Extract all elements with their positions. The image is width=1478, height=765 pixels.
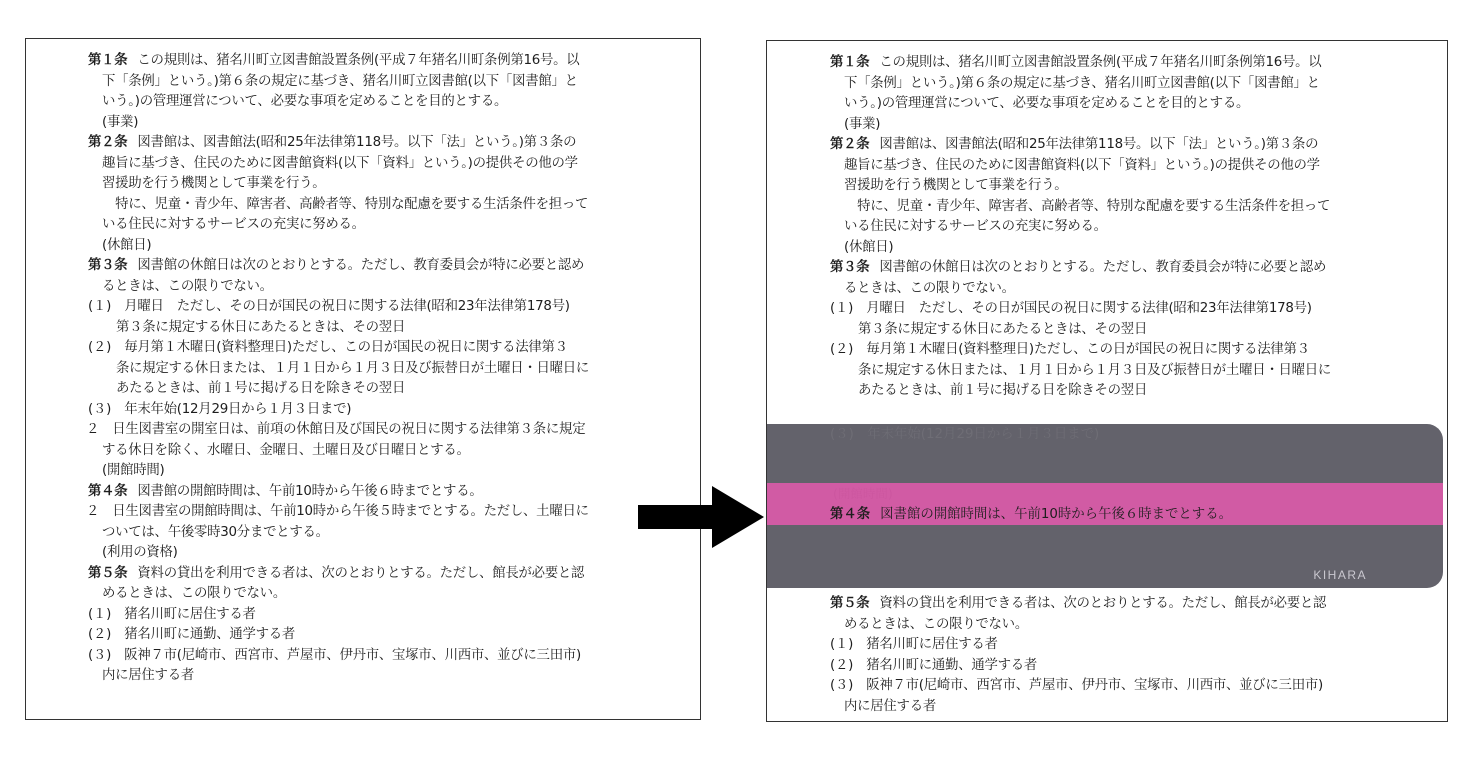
text-line — [88, 338, 688, 359]
text-line — [830, 594, 1430, 615]
article-number: 第１条 — [88, 53, 128, 68]
text-line — [88, 379, 688, 400]
text-line — [830, 94, 1430, 115]
article-number: 第４条 — [88, 483, 128, 499]
line-text: 習援助を行う機関として事業を行う。 — [844, 178, 1068, 193]
text-line — [88, 400, 688, 421]
line-text: (２) 毎月第１木曜日(資料整理日)ただし、この日が国民の祝日に関する法律第３ — [830, 342, 1310, 357]
text-line — [88, 297, 688, 318]
original-document-page — [25, 38, 701, 720]
line-text: この規則は、猪名川町立図書館設置条例(平成７年猪名川町条例第16号。以 — [137, 53, 580, 68]
line-text: 資料の貸出を利用できる者は、次のとおりとする。ただし、館長が必要と認 — [137, 565, 585, 581]
line-text: 内に居住する者 — [102, 668, 194, 683]
article-number: 第２条 — [88, 135, 128, 150]
line-text: 第３条に規定する休日にあたるときは、その翌日 — [116, 319, 406, 335]
text-line — [88, 482, 688, 503]
line-text: 特に、児童・青少年、障害者、高齢者等、特別な配慮を要する生活条件を担って — [102, 196, 589, 212]
text-line — [830, 361, 1430, 382]
text-line — [88, 605, 688, 626]
line-text: 図書館は、図書館法(昭和25年法律第118号。以下「法」という。)第３条の — [137, 135, 577, 150]
text-line — [88, 523, 688, 544]
line-text: いる住民に対するサービスの充実に努める。 — [102, 217, 365, 232]
text-line — [830, 217, 1430, 238]
highlighted-article-4: 第４条 図書館の開館時間は、午前10時から午後６時までとする。 — [830, 507, 1232, 522]
text-line — [830, 176, 1430, 197]
text-line — [88, 543, 688, 564]
text-line — [830, 299, 1430, 320]
line-text: (１) 猪名川町に居住する者 — [88, 606, 256, 622]
line-text: 条に規定する休日または、１月１日から１月３日及び振替日が土曜日・日曜日に — [858, 362, 1332, 378]
regulation-text-top — [830, 53, 1430, 402]
article-number: 第２条 — [830, 137, 870, 152]
line-text: めるときは、この限りでない。 — [844, 616, 1028, 632]
text-line — [88, 236, 688, 257]
text-line — [830, 156, 1430, 177]
text-line — [88, 256, 688, 277]
text-line — [830, 238, 1430, 259]
line-text: 図書館は、図書館法(昭和25年法律第118号。以下「法」という。)第３条の — [879, 137, 1319, 152]
line-text: るときは、この限りでない。 — [102, 278, 273, 294]
text-line — [830, 115, 1430, 136]
text-line — [88, 461, 688, 482]
text-line — [88, 154, 688, 175]
line-text: るときは、この限りでない。 — [844, 280, 1015, 296]
text-line — [830, 697, 1430, 718]
text-line — [88, 318, 688, 339]
text-line — [830, 615, 1430, 636]
line-text: (事業) — [102, 114, 139, 130]
line-text: 資料の貸出を利用できる者は、次のとおりとする。ただし、館長が必要と認 — [879, 596, 1327, 611]
line-text: 下「条例」という。)第６条の規定に基づき、猪名川町立図書館(以下「図書館」と — [844, 75, 1320, 91]
line-text: (休館日) — [844, 239, 894, 255]
article-number: 第５条 — [830, 596, 870, 611]
text-line — [88, 584, 688, 605]
text-line — [830, 676, 1430, 697]
article-number: 第５条 — [88, 565, 128, 581]
line-text: (１) 月曜日 ただし、その日が国民の祝日に関する法律(昭和23年法律第178号) — [88, 299, 570, 314]
text-line — [830, 320, 1430, 341]
line-text: 内に居住する者 — [844, 698, 936, 714]
text-line — [830, 258, 1430, 279]
regulation-text — [88, 51, 688, 687]
line-text: (開館時間) — [102, 463, 165, 478]
text-line — [86, 502, 688, 523]
text-line — [88, 174, 688, 195]
line-text: (３) 阪神７市(尼崎市、西宮市、芦屋市、伊丹市、宝塚市、川西市、並びに三田市) — [830, 678, 1323, 693]
line-text: 条に規定する休日または、１月１日から１月３日及び振替日が土曜日・日曜日に — [116, 360, 590, 376]
line-text: (２) 毎月第１木曜日(資料整理日)ただし、この日が国民の祝日に関する法律第３ — [88, 340, 568, 355]
text-line — [830, 635, 1430, 656]
article-number: 第１条 — [830, 55, 870, 70]
text-line — [830, 53, 1430, 74]
text-line — [88, 359, 688, 380]
text-line — [88, 72, 688, 93]
right-arrow-icon — [638, 486, 764, 548]
line-text: (３) 阪神７市(尼崎市、西宮市、芦屋市、伊丹市、宝塚市、川西市、並びに三田市) — [88, 647, 581, 663]
line-text: あたるときは、前１号に掲げる日を除きその翌日 — [116, 381, 406, 396]
text-line — [830, 197, 1430, 218]
text-line — [88, 113, 688, 134]
line-text: (２) 猪名川町に通勤、通学する者 — [88, 627, 296, 642]
regulation-text-bottom — [830, 594, 1430, 717]
text-line — [830, 135, 1430, 156]
text-line — [830, 656, 1430, 677]
text-line — [88, 92, 688, 113]
text-line — [88, 441, 688, 462]
text-line — [88, 666, 688, 687]
text-line — [830, 381, 1430, 402]
text-line — [88, 277, 688, 298]
line-text: いう。)の管理運営について、必要な事項を定めることを目的とする。 — [844, 96, 1250, 111]
text-line — [88, 564, 688, 585]
line-text: 第３条に規定する休日にあたるときは、その翌日 — [858, 321, 1148, 337]
line-text: 趣旨に基づき、住民のために図書館資料(以下「資料」という。)の提供その他の学 — [102, 155, 578, 171]
text-line — [88, 51, 688, 72]
line-text: あたるときは、前１号に掲げる日を除きその翌日 — [858, 383, 1148, 398]
line-text: (３) 年末年始(12月29日から１月３日まで) — [88, 401, 352, 417]
line-text: (利用の資格) — [102, 545, 178, 560]
line-text: (２) 猪名川町に通勤、通学する者 — [830, 657, 1038, 673]
line-text: 図書館の休館日は次のとおりとする。ただし、教育委員会が特に必要と認め — [879, 260, 1327, 275]
line-text: ついては、午後零時30分までとする。 — [102, 524, 329, 540]
text-line — [88, 195, 688, 216]
article-number: 第３条 — [88, 258, 128, 273]
text-line — [88, 646, 688, 667]
line-text: ２ 日生図書室の開館時間は、午前10時から午後５時までとする。ただし、土曜日に — [86, 504, 589, 519]
text-line — [830, 340, 1430, 361]
text-line — [88, 133, 688, 154]
text-line — [830, 279, 1430, 300]
text-line — [86, 420, 688, 441]
brand-label: KIHARA — [1313, 568, 1367, 582]
highlighted-document-page — [766, 40, 1448, 722]
line-text: 図書館の開館時間は、午前10時から午後６時までとする。 — [137, 483, 483, 499]
line-text: する休日を除く、水曜日、金曜日、土曜日及び日曜日とする。 — [102, 442, 470, 458]
obscured-line: (３) 年末年始(12月29日から１月３日まで) — [830, 427, 1100, 442]
line-text: (事業) — [844, 116, 881, 132]
line-text: 特に、児童・青少年、障害者、高齢者等、特別な配慮を要する生活条件を担って — [844, 198, 1331, 214]
line-text: 趣旨に基づき、住民のために図書館資料(以下「資料」という。)の提供その他の学 — [844, 157, 1320, 173]
line-text: めるときは、この限りでない。 — [102, 586, 286, 601]
line-text: いう。)の管理運営について、必要な事項を定めることを目的とする。 — [102, 94, 508, 109]
text-line — [88, 215, 688, 236]
line-text: ２ 日生図書室の開室日は、前項の休館日及び国民の祝日に関する法律第３条に規定 — [86, 422, 586, 437]
line-text: (１) 月曜日 ただし、その日が国民の祝日に関する法律(昭和23年法律第178号) — [830, 301, 1312, 316]
line-text: 習援助を行う機関として事業を行う。 — [102, 176, 326, 191]
line-text: 図書館の休館日は次のとおりとする。ただし、教育委員会が特に必要と認め — [137, 258, 585, 273]
line-text: いる住民に対するサービスの充実に努める。 — [844, 219, 1107, 234]
line-text: 下「条例」という。)第６条の規定に基づき、猪名川町立図書館(以下「図書館」と — [102, 73, 578, 89]
line-text: (１) 猪名川町に居住する者 — [830, 637, 998, 652]
line-text: (休館日) — [102, 237, 152, 253]
line-text: この規則は、猪名川町立図書館設置条例(平成７年猪名川町条例第16号。以 — [879, 55, 1322, 70]
article-number: 第３条 — [830, 260, 870, 275]
text-line — [88, 625, 688, 646]
text-line — [830, 74, 1430, 95]
